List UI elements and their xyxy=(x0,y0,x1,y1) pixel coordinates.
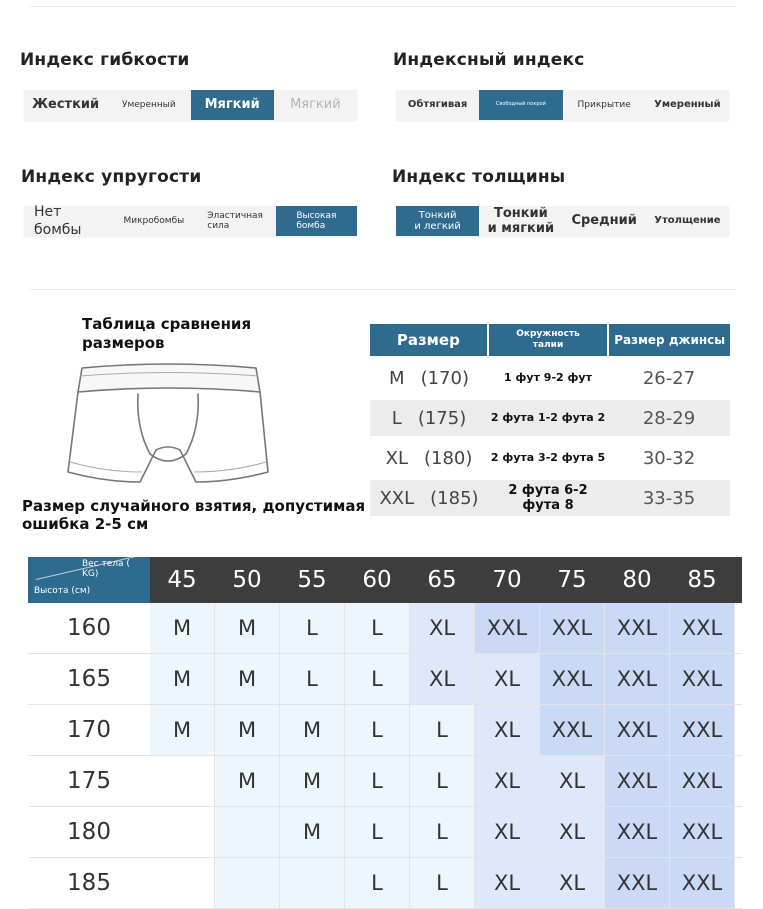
flexibility-index-bar xyxy=(24,90,357,120)
size-cell: L xyxy=(345,756,410,806)
size-cell: XXL xyxy=(670,654,735,704)
size-cell: XL xyxy=(410,603,475,653)
size-cell: XL xyxy=(475,756,540,806)
elasticity-segment-micro: Микробомбы xyxy=(123,215,185,226)
size-cell: XXL xyxy=(670,603,735,653)
grid-row xyxy=(28,756,742,807)
size-cell xyxy=(150,756,215,806)
size-cell: XXL xyxy=(605,705,670,755)
waist-value: 2 фута 1-2 фута 2 xyxy=(490,411,606,424)
weight-column-header: 65 xyxy=(427,567,457,593)
top-divider xyxy=(30,6,736,7)
size-cell: XL xyxy=(475,858,540,908)
grid-row xyxy=(28,603,742,654)
header-jeans-size: Размер джинсы xyxy=(609,324,730,356)
height-axis-label: Высота (см) xyxy=(34,586,91,596)
elasticity-segment-high-active: Высокая бомба xyxy=(276,206,357,236)
size-cell: XXL xyxy=(670,705,735,755)
size-cell: L xyxy=(280,654,345,704)
grid-row xyxy=(28,705,742,756)
weight-column-header: 60 xyxy=(362,567,392,593)
height-row-header: 180 xyxy=(28,807,151,857)
size-cell xyxy=(215,858,280,908)
size-cell xyxy=(150,858,215,908)
header-size: Размер xyxy=(370,324,489,356)
size-cell: XL xyxy=(475,654,540,704)
size-cell: XXL xyxy=(605,858,670,908)
elasticity-index-bar xyxy=(24,206,357,236)
grid-row xyxy=(28,858,742,909)
height-weight-size-grid xyxy=(28,557,742,909)
grid-header xyxy=(28,557,742,603)
size-label: XL xyxy=(385,447,408,469)
elasticity-index-title: Индекс упругости xyxy=(21,167,202,187)
height-label: (185) xyxy=(430,487,479,509)
size-row-xxl xyxy=(370,480,730,516)
size-cell: L xyxy=(345,603,410,653)
weight-column-header: 75 xyxy=(557,567,587,593)
height-row-header: 160 xyxy=(28,603,151,653)
size-label: L xyxy=(391,407,402,429)
size-cell: XXL xyxy=(475,603,540,653)
size-cell: XXL xyxy=(605,654,670,704)
size-cell: XL xyxy=(475,807,540,857)
fit-segment-tight: Обтягивая xyxy=(407,99,468,111)
size-cell: XXL xyxy=(540,654,605,704)
grid-corner-cell xyxy=(28,557,150,603)
size-compare-header xyxy=(370,324,730,356)
thickness-segment-medium: Средний xyxy=(571,212,637,228)
height-row-header: 165 xyxy=(28,654,151,704)
size-cell: XXL xyxy=(605,603,670,653)
section-divider xyxy=(30,289,736,290)
size-cell: L xyxy=(410,705,475,755)
size-label: XXL xyxy=(379,487,415,509)
height-label: (175) xyxy=(417,407,467,429)
fit-segment-coverage: Прикрытие xyxy=(577,99,631,110)
flexibility-segment-moderate: Умеренный xyxy=(121,99,176,110)
flexibility-segment-hard: Жесткий xyxy=(32,96,100,112)
elasticity-segment-elastic: Эластичная сила xyxy=(207,210,263,231)
size-cell: L xyxy=(345,858,410,908)
flexibility-index-title: Индекс гибкости xyxy=(20,50,190,70)
weight-axis-label: Вес тела ( KG) xyxy=(82,559,130,579)
elasticity-segment-none: Нет бомбы xyxy=(34,204,82,238)
size-cell: XL xyxy=(540,807,605,857)
size-cell: XXL xyxy=(605,807,670,857)
size-cell: XL xyxy=(410,654,475,704)
size-cell: M xyxy=(150,603,215,653)
weight-column-header: 55 xyxy=(297,567,327,593)
size-cell: L xyxy=(410,858,475,908)
fit-index-title: Индексный индекс xyxy=(393,50,585,70)
fit-index-bar xyxy=(396,90,729,120)
grid-body xyxy=(28,603,742,909)
jeans-value: 28-29 xyxy=(642,407,696,429)
jeans-value: 30-32 xyxy=(642,447,696,469)
weight-column-header: 45 xyxy=(167,567,197,593)
size-cell xyxy=(150,807,215,857)
jeans-value: 26-27 xyxy=(642,367,696,389)
size-row-l xyxy=(370,400,730,436)
flexibility-segment-soft-active: Мягкий xyxy=(191,90,274,120)
size-cell: XXL xyxy=(540,705,605,755)
size-cell: M xyxy=(150,705,215,755)
size-cell: L xyxy=(410,756,475,806)
grid-row xyxy=(28,654,742,705)
size-cell: M xyxy=(280,807,345,857)
size-cell: M xyxy=(215,654,280,704)
size-row-xl xyxy=(370,440,730,476)
size-cell: XL xyxy=(475,705,540,755)
weight-column-header: 70 xyxy=(492,567,522,593)
measurement-note: Размер случайного взятия, допустимая ошибка 2-5 см xyxy=(22,497,366,533)
size-cell: M xyxy=(215,603,280,653)
flexibility-segment-soft-faded: Мягкий xyxy=(290,96,341,112)
thickness-segment-thin-light-active: Тонкий и легкий xyxy=(396,206,479,236)
height-row-header: 175 xyxy=(28,756,151,806)
size-label: M xyxy=(389,367,405,389)
size-cell: L xyxy=(410,807,475,857)
height-label: (180) xyxy=(423,447,473,469)
jeans-value: 33-35 xyxy=(642,487,696,509)
waist-value: 2 фута 6-2 фута 8 xyxy=(508,483,588,513)
size-cell xyxy=(215,807,280,857)
size-cell xyxy=(280,858,345,908)
waist-value: 1 фут 9-2 фут xyxy=(504,371,592,384)
fit-segment-moderate: Умеренный xyxy=(654,99,721,111)
size-compare-title: Таблица сравнения размеров xyxy=(82,315,252,352)
size-cell: M xyxy=(215,705,280,755)
height-row-header: 170 xyxy=(28,705,151,755)
size-cell: M xyxy=(280,756,345,806)
height-label: (170) xyxy=(420,367,469,389)
height-row-header: 185 xyxy=(28,858,151,908)
size-cell: XXL xyxy=(670,807,735,857)
size-cell: L xyxy=(345,705,410,755)
weight-column-header: 50 xyxy=(232,567,262,593)
waist-value: 2 фута 3-2 фута 5 xyxy=(490,451,606,464)
thickness-segment-thickened: Утолщение xyxy=(654,215,721,227)
thickness-index-title: Индекс толщины xyxy=(392,167,566,187)
size-cell: L xyxy=(280,603,345,653)
fit-segment-loose-active: Свободный покрой xyxy=(479,90,562,120)
size-cell: L xyxy=(345,654,410,704)
size-cell: XL xyxy=(540,756,605,806)
size-cell: XXL xyxy=(670,858,735,908)
weight-column-header: 85 xyxy=(687,567,717,593)
size-cell: L xyxy=(345,807,410,857)
size-cell: XL xyxy=(540,858,605,908)
size-compare-table xyxy=(370,324,730,516)
weight-column-header: 80 xyxy=(622,567,652,593)
size-cell: M xyxy=(280,705,345,755)
boxer-briefs-illustration xyxy=(60,358,275,493)
thickness-segment-thin-soft: Тонкий и мягкий xyxy=(487,206,555,236)
size-cell: XXL xyxy=(540,603,605,653)
size-cell: M xyxy=(150,654,215,704)
header-waist: Окружность талии xyxy=(489,324,610,356)
size-cell: M xyxy=(215,756,280,806)
grid-row xyxy=(28,807,742,858)
size-cell: XXL xyxy=(670,756,735,806)
size-cell: XXL xyxy=(605,756,670,806)
size-row-m xyxy=(370,360,730,396)
thickness-index-bar xyxy=(396,206,729,236)
